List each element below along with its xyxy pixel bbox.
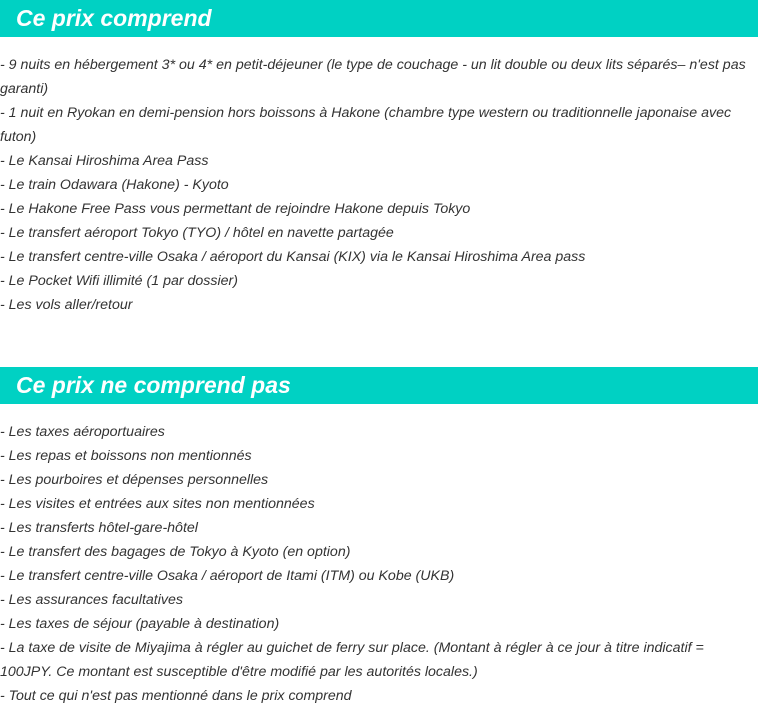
list-item: - Les visites et entrées aux sites non mentionnées — [0, 496, 315, 512]
list-item: - Les vols aller/retour — [0, 297, 133, 313]
list-item: - Le train Odawara (Hakone) - Kyoto — [0, 177, 229, 193]
section-title-excluded: Ce prix ne comprend pas — [0, 367, 758, 404]
included-items-list — [0, 53, 752, 317]
section-title-included: Ce prix comprend — [0, 0, 758, 37]
list-item: - Les assurances facultatives — [0, 592, 183, 608]
list-item: - Les repas et boissons non mentionnés — [0, 448, 252, 464]
list-item: - Les taxes de séjour (payable à destination) — [0, 616, 280, 632]
list-item: - 9 nuits en hébergement 3* ou 4* en petit-déjeuner (le type de couchage - un lit double ou deux lits séparés– n'est pas garanti) — [0, 57, 746, 97]
list-item: - Les taxes aéroportuaires — [0, 424, 165, 440]
list-item: - Le Pocket Wifi illimité (1 par dossier) — [0, 273, 238, 289]
excluded-items-list — [0, 420, 752, 708]
list-item: - Le Hakone Free Pass vous permettant de rejoindre Hakone depuis Tokyo — [0, 201, 471, 217]
list-item: - Le transfert aéroport Tokyo (TYO) / hôtel en navette partagée — [0, 225, 394, 241]
list-item: - Les transferts hôtel-gare-hôtel — [0, 520, 198, 536]
list-item: - La taxe de visite de Miyajima à régler au guichet de ferry sur place. (Montant à régler à ce jour à titre indicatif = 100JPY. Ce montant est susceptible d'être modifié par les autorités locales.) — [0, 640, 704, 680]
list-item: - Tout ce qui n'est pas mentionné dans le prix comprend — [0, 688, 352, 704]
list-item: - Le transfert centre-ville Osaka / aéroport du Kansai (KIX) via le Kansai Hiroshima Area pass — [0, 249, 586, 265]
list-item: - Les pourboires et dépenses personnelles — [0, 472, 269, 488]
list-item: - Le transfert centre-ville Osaka / aéroport de Itami (ITM) ou Kobe (UKB) — [0, 568, 455, 584]
list-item: - Le transfert des bagages de Tokyo à Kyoto (en option) — [0, 544, 351, 560]
list-item: - Le Kansai Hiroshima Area Pass — [0, 153, 209, 169]
list-item: - 1 nuit en Ryokan en demi-pension hors boissons à Hakone (chambre type western ou traditionnelle japonaise avec futon) — [0, 105, 732, 145]
